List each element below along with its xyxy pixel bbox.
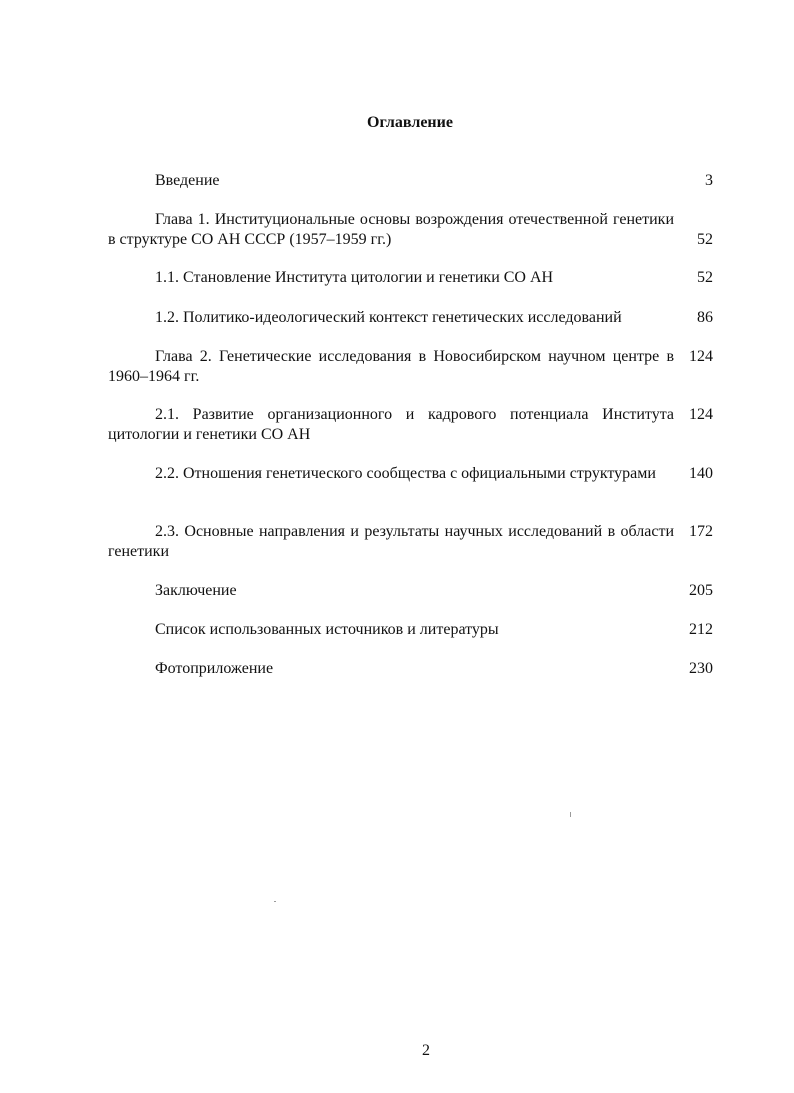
toc-entry-page: 124	[689, 348, 713, 365]
toc-entry-section-1-1[interactable]	[108, 268, 718, 288]
toc-entry-title: Список использованных источников и литературы	[155, 621, 499, 638]
toc-entry-introduction[interactable]	[108, 171, 718, 191]
toc-entry-page: 86	[697, 309, 713, 326]
toc-entry-title: 2.3. Основные направления и результаты научных исследований в области генетики	[108, 523, 674, 560]
toc-entry-section-2-1[interactable]	[108, 405, 718, 445]
toc-entry-page: 212	[689, 621, 713, 638]
toc-entry-page: 205	[689, 582, 713, 599]
toc-entry-page: 124	[689, 406, 713, 423]
toc-entry-title: Заключение	[155, 582, 237, 599]
toc-entry-section-2-3[interactable]	[108, 522, 718, 562]
toc-entry-page: 140	[689, 465, 713, 482]
toc-entry-page: 172	[689, 523, 713, 540]
toc-entry-title: Глава 2. Генетические исследования в Новосибирском научном центре в 1960–1964 гг.	[108, 348, 674, 385]
page-title: Оглавление	[367, 114, 453, 131]
toc-entry-chapter-2[interactable]	[108, 347, 718, 387]
toc-entry-page: 3	[705, 172, 713, 189]
toc-entry-title: Глава 1. Институциональные основы возрождения отечественной генетики в структуре СО АН СССР (1957–1959 гг.)	[108, 211, 674, 248]
toc-entry-page: 230	[689, 660, 713, 677]
toc-entry-title: 1.2. Политико-идеологический контекст генетических исследований	[155, 309, 622, 326]
toc-entry-page: 52	[697, 269, 713, 286]
toc-entry-photo-appendix[interactable]	[108, 659, 718, 679]
toc-entry-title: 1.1. Становление Института цитологии и генетики СО АН	[155, 269, 554, 286]
toc-entry-bibliography[interactable]	[108, 620, 718, 640]
scan-speck	[570, 812, 571, 817]
toc-entry-section-2-2[interactable]	[108, 464, 718, 484]
toc-entry-title: 2.1. Развитие организационного и кадрового потенциала Института цитологии и генетики СО АН	[108, 406, 674, 443]
toc-entry-page: 52	[697, 231, 713, 248]
toc-entry-title: Фотоприложение	[155, 660, 274, 677]
toc-entry-title: 2.2. Отношения генетического сообщества с официальными структурами	[155, 465, 656, 482]
page-number: 2	[422, 1042, 430, 1059]
toc-entry-section-1-2[interactable]	[108, 308, 718, 328]
toc-entry-conclusion[interactable]	[108, 581, 718, 601]
toc-entry-title: Введение	[155, 172, 220, 189]
toc-entry-chapter-1[interactable]	[108, 210, 718, 250]
scan-speck	[274, 901, 276, 902]
